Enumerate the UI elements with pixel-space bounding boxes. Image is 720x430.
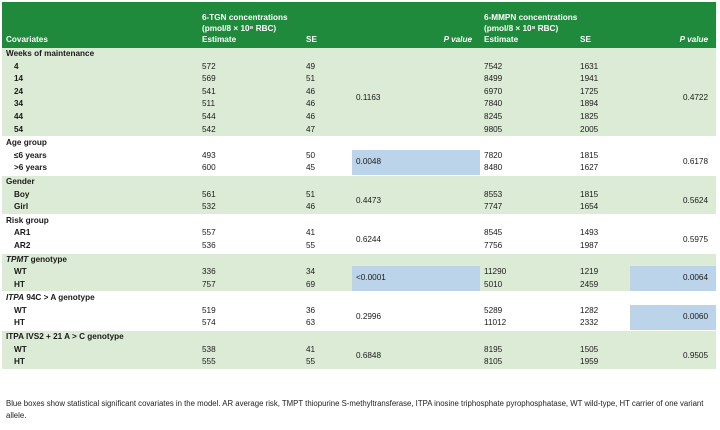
tgn-se: 51 bbox=[306, 74, 316, 84]
tgn-se: 55 bbox=[306, 357, 316, 367]
mmpn-se: 1627 bbox=[580, 163, 599, 173]
table-body bbox=[2, 48, 716, 369]
row-label: AR1 bbox=[14, 228, 31, 238]
group-title-weeks: Weeks of maintenance bbox=[6, 49, 95, 58]
tgn-se: 50 bbox=[306, 150, 316, 160]
tgn-se: 46 bbox=[306, 202, 316, 212]
mmpn-pvalue: 0.5975 bbox=[682, 234, 709, 244]
mmpn-se: 1987 bbox=[580, 240, 599, 250]
mmpn-se: 1815 bbox=[580, 150, 599, 160]
tgn-se: 55 bbox=[306, 240, 316, 250]
tgn-estimate: 557 bbox=[202, 228, 216, 238]
row-label: 4 bbox=[14, 61, 19, 71]
tgn-estimate: 536 bbox=[202, 240, 216, 250]
mmpn-estimate-header: Estimate bbox=[480, 34, 576, 48]
mmpn-estimate: 6970 bbox=[484, 86, 503, 96]
row-label: 24 bbox=[14, 86, 24, 96]
row-label: Girl bbox=[14, 202, 29, 212]
tgn-estimate: 542 bbox=[202, 124, 216, 134]
mmpn-se-header: SE bbox=[576, 34, 630, 48]
tgn-se: 46 bbox=[306, 86, 316, 96]
group-title-age: Age group bbox=[2, 137, 716, 150]
mmpn-estimate: 8499 bbox=[484, 74, 503, 84]
tgn-estimate: 569 bbox=[202, 74, 216, 84]
mmpn-se: 1815 bbox=[580, 189, 599, 199]
mmpn-se: 1959 bbox=[580, 357, 599, 367]
row-label: ≤6 years bbox=[14, 150, 47, 160]
tgn-estimate: 493 bbox=[202, 150, 216, 160]
covariates-table bbox=[2, 2, 716, 369]
row-label: 54 bbox=[14, 124, 24, 134]
tgn-pvalue: 0.2996 bbox=[356, 312, 382, 322]
mmpn-se: 2005 bbox=[580, 124, 599, 134]
tgn-estimate: 757 bbox=[202, 279, 216, 289]
mmpn-pvalue-significant: 0.0064 bbox=[630, 266, 716, 292]
tgn-pvalue-header: P value bbox=[352, 34, 480, 48]
tgn-title: 6-TGN concentrations bbox=[198, 2, 480, 23]
tgn-units: (pmol/8 × 10⁸ RBC) bbox=[198, 23, 480, 34]
mmpn-estimate: 5010 bbox=[484, 279, 503, 289]
tgn-se: 46 bbox=[306, 111, 316, 121]
mmpn-estimate: 7747 bbox=[484, 202, 503, 212]
group-title-tpmt: TPMT genotype bbox=[2, 253, 716, 266]
tgn-estimate: 519 bbox=[202, 305, 216, 315]
table-footnote: Blue boxes show statistical significant covariates in the model. AR average risk, TMPT thiopurine S-methyltransferase, ITPA inosine triphosphate pyrophosphatase, WT wild-type, HT carrier of one variant allele. bbox=[6, 399, 704, 420]
mmpn-estimate: 11012 bbox=[484, 318, 507, 328]
tgn-estimate: 538 bbox=[202, 344, 216, 354]
tgn-estimate: 532 bbox=[202, 202, 216, 212]
tgn-se: 36 bbox=[306, 305, 316, 315]
tgn-estimate: 572 bbox=[202, 61, 216, 71]
mmpn-estimate: 8245 bbox=[484, 111, 503, 121]
mmpn-se: 1654 bbox=[580, 202, 599, 212]
tgn-se: 45 bbox=[306, 163, 316, 173]
mmpn-se: 1505 bbox=[580, 344, 599, 354]
tgn-pvalue: 0.6244 bbox=[356, 234, 382, 244]
row-label: HT bbox=[14, 357, 25, 367]
tgn-pvalue-significant: <0.0001 bbox=[352, 266, 480, 292]
row-label: 14 bbox=[14, 74, 24, 84]
tgn-se: 46 bbox=[306, 99, 316, 109]
mmpn-estimate: 7542 bbox=[484, 61, 503, 71]
tgn-se: 41 bbox=[306, 344, 316, 354]
mmpn-se: 1631 bbox=[580, 61, 599, 71]
row-label: WT bbox=[14, 344, 27, 354]
tgn-pvalue: 0.6848 bbox=[356, 350, 382, 360]
mmpn-se: 1493 bbox=[580, 228, 599, 238]
mmpn-estimate: 11290 bbox=[484, 267, 507, 277]
group-title-gender: Gender bbox=[2, 175, 716, 188]
tgn-pvalue: 0.1163 bbox=[356, 93, 381, 103]
mmpn-estimate: 7840 bbox=[484, 99, 503, 109]
mmpn-estimate: 8553 bbox=[484, 189, 503, 199]
tgn-estimate-header: Estimate bbox=[198, 34, 302, 48]
mmpn-pvalue: 0.6178 bbox=[682, 157, 709, 167]
mmpn-estimate: 5289 bbox=[484, 305, 503, 315]
mmpn-estimate: 7756 bbox=[484, 240, 503, 250]
row-label: Boy bbox=[14, 189, 30, 199]
tgn-se-header: SE bbox=[302, 34, 352, 48]
mmpn-se: 2459 bbox=[580, 279, 599, 289]
row-label: AR2 bbox=[14, 240, 31, 250]
results-table-container bbox=[2, 2, 716, 369]
group-title-risk: Risk group bbox=[2, 214, 716, 227]
tgn-estimate: 561 bbox=[202, 189, 216, 199]
mmpn-estimate: 8195 bbox=[484, 344, 503, 354]
mmpn-estimate: 8480 bbox=[484, 163, 503, 173]
tgn-se: 49 bbox=[306, 61, 316, 71]
tgn-se: 69 bbox=[306, 279, 316, 289]
tgn-se: 47 bbox=[306, 124, 316, 134]
tgn-estimate: 336 bbox=[202, 267, 216, 277]
mmpn-pvalue-significant: 0.0060 bbox=[630, 305, 716, 331]
row-label: HT bbox=[14, 318, 25, 328]
tgn-se: 63 bbox=[306, 318, 316, 328]
mmpn-estimate: 8105 bbox=[484, 357, 503, 367]
row-label: HT bbox=[14, 279, 25, 289]
mmpn-se: 1941 bbox=[580, 74, 599, 84]
mmpn-se: 1725 bbox=[580, 86, 599, 96]
tgn-se: 41 bbox=[306, 228, 316, 238]
mmpn-pvalue: 0.5624 bbox=[682, 195, 709, 205]
tgn-se: 51 bbox=[306, 189, 316, 199]
row-label: 34 bbox=[14, 99, 24, 109]
mmpn-estimate: 7820 bbox=[484, 150, 503, 160]
row-label: >6 years bbox=[14, 163, 48, 173]
mmpn-se: 1825 bbox=[580, 111, 599, 121]
mmpn-estimate: 8545 bbox=[484, 228, 503, 238]
group-title-itpa-94c: ITPA 94C > A genotype bbox=[2, 292, 716, 305]
tgn-estimate: 574 bbox=[202, 318, 216, 328]
tgn-estimate: 544 bbox=[202, 111, 216, 121]
mmpn-pvalue-header: P value bbox=[630, 34, 716, 48]
mmpn-se: 1282 bbox=[580, 305, 599, 315]
mmpn-se: 1219 bbox=[580, 267, 599, 277]
tgn-se: 34 bbox=[306, 267, 316, 277]
tgn-estimate: 511 bbox=[202, 99, 216, 109]
tgn-estimate: 541 bbox=[202, 86, 216, 96]
mmpn-pvalue: 0.4722 bbox=[682, 93, 709, 103]
tgn-estimate: 555 bbox=[202, 357, 216, 367]
group-title-itpa-ivs2: ITPA IVS2 + 21 A > C genotype bbox=[2, 331, 716, 344]
mmpn-units: (pmol/8 × 10⁸ RBC) bbox=[480, 23, 716, 34]
mmpn-se: 1894 bbox=[580, 99, 599, 109]
row-label: 44 bbox=[14, 111, 24, 121]
row-label: WT bbox=[14, 267, 27, 277]
row-label: WT bbox=[14, 305, 27, 315]
covariates-header: Covariates bbox=[2, 34, 198, 48]
mmpn-estimate: 9805 bbox=[484, 124, 503, 134]
tgn-estimate: 600 bbox=[202, 163, 216, 173]
table-header bbox=[2, 2, 716, 48]
mmpn-se: 2332 bbox=[580, 318, 599, 328]
tgn-pvalue-significant: 0.0048 bbox=[352, 150, 480, 176]
mmpn-pvalue: 0.9505 bbox=[682, 350, 709, 360]
mmpn-title: 6-MMPN concentrations bbox=[480, 2, 716, 23]
tgn-pvalue: 0.4473 bbox=[356, 195, 382, 205]
